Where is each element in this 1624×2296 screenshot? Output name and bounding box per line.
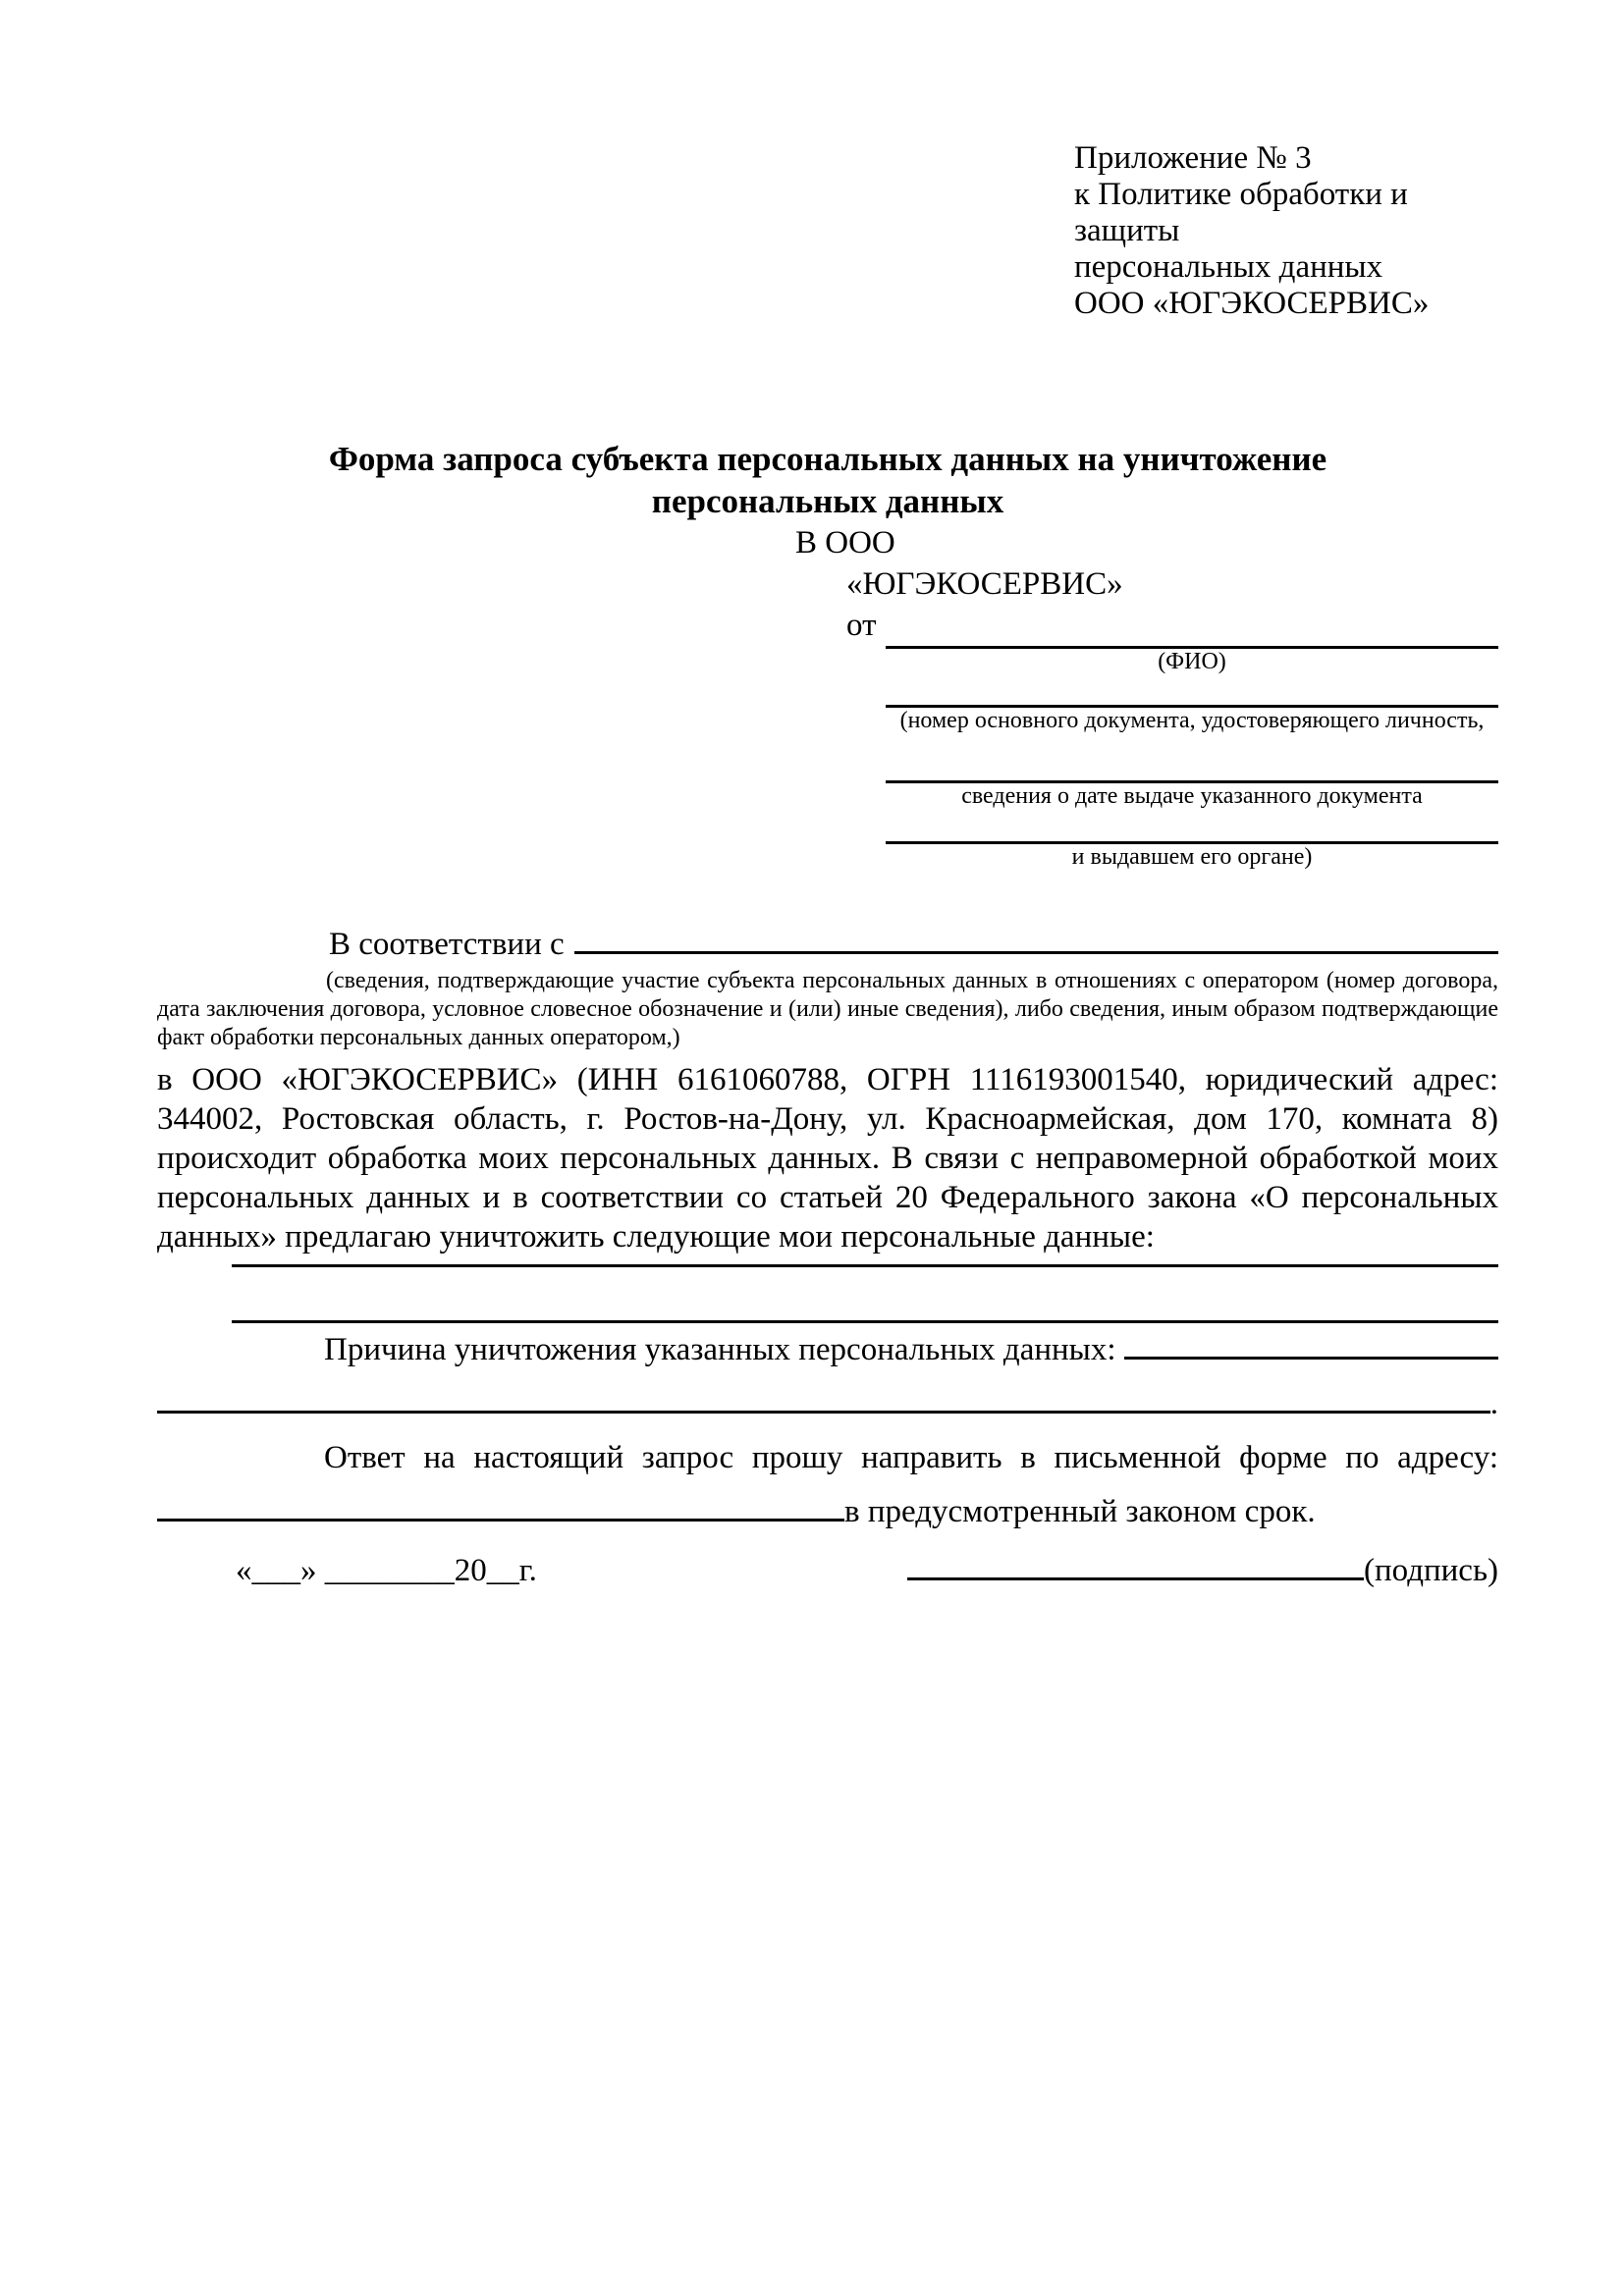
fio-caption: (ФИО) xyxy=(1158,649,1226,674)
annex-block xyxy=(1074,140,1498,322)
reason-blank-line xyxy=(1124,1357,1498,1360)
signature-blank-line xyxy=(907,1577,1364,1580)
reason-line-period: . xyxy=(1489,1386,1498,1421)
reason-label: Причина уничтожения указанных персональных данных: xyxy=(324,1332,1116,1367)
reason-row xyxy=(324,1323,1498,1377)
field-issuing-authority xyxy=(886,841,1498,871)
personal-data-blank-line xyxy=(232,1256,1498,1267)
accordance-footnote: (сведения, подтверждающие участие субъекта персональных данных в отношениях с оператором (номер договора, дата заключения договора, условное словесное обозначение и (или) иные сведения), либо сведения, иным образом подтверждающие факт обработки персональных данных оператором,) xyxy=(157,968,1498,1050)
accordance-row xyxy=(329,925,1498,964)
annex-line: Приложение № 3 xyxy=(1074,140,1312,176)
field-id-document xyxy=(886,705,1498,734)
annex-line: персональных данных xyxy=(1074,249,1383,285)
issuing-authority-caption: и выдавшем его органе) xyxy=(1071,844,1313,870)
addressee-to-line: В ООО xyxy=(795,525,895,561)
date-blank-line: «___» ________20__г. xyxy=(236,1553,537,1588)
answer-address-row xyxy=(157,1485,1498,1539)
addressee-block xyxy=(157,522,1498,646)
personal-data-blank-line xyxy=(232,1267,1498,1323)
accordance-blank-line xyxy=(574,951,1498,954)
footer-row xyxy=(236,1551,1498,1590)
form-title-line: Форма запроса субъекта персональных данных на уничтожение xyxy=(328,440,1327,478)
applicant-fields xyxy=(886,646,1498,871)
signature-block xyxy=(907,1551,1498,1590)
field-issue-date xyxy=(886,780,1498,810)
accordance-label: В соответствии с xyxy=(329,927,565,962)
address-blank-line xyxy=(157,1519,844,1522)
main-paragraph: в ООО «ЮГЭКОСЕРВИС» (ИНН 6161060788, ОГРН 1116193001540, юридический адрес: 344002, Ростовская область, г. Ростов-на-Дону, ул. Красноармейская, дом 170, комната 8) происходит обработка моих персональных данных. В связи с неправомерной обработкой моих персональных данных и в соответствии со статьей 20 Федерального закона «О персональных данных» предлагаю уничтожить следующие мои персональные данные: xyxy=(157,1062,1498,1255)
signature-caption: (подпись) xyxy=(1364,1553,1498,1588)
answer-tail-text: в предусмотренный законом срок. xyxy=(844,1494,1316,1529)
addressee-from-line: от xyxy=(846,608,877,643)
form-title-line: персональных данных xyxy=(651,482,1004,520)
reason-continuation-row xyxy=(157,1377,1498,1431)
issue-date-caption: сведения о дате выдаче указанного документа xyxy=(961,783,1423,809)
field-fio xyxy=(886,646,1498,675)
annex-line: ООО «ЮГЭКОСЕРВИС» xyxy=(1074,286,1430,321)
id-document-caption: (номер основного документа, удостоверяющего личность, xyxy=(899,708,1485,733)
annex-line: к Политике обработки и защиты xyxy=(1074,177,1408,248)
answer-sentence: Ответ на настоящий запрос прошу направить в письменной форме по адресу: xyxy=(324,1440,1498,1475)
reason-blank-line xyxy=(157,1411,1490,1414)
form-title xyxy=(157,438,1498,522)
addressee-org-line: «ЮГЭКОСЕРВИС» xyxy=(846,566,1123,602)
